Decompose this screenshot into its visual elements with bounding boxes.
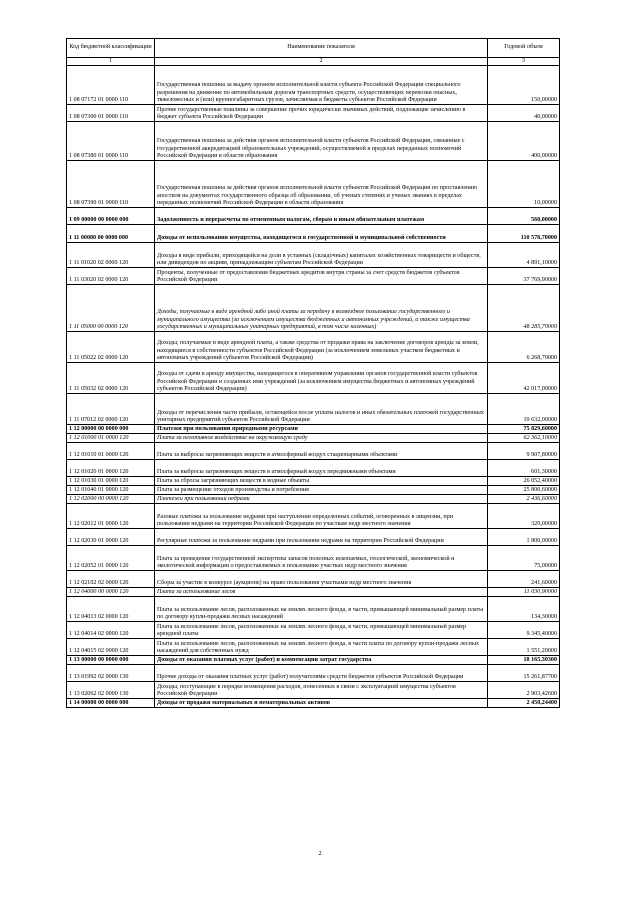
row-amount: 4 891,10000 [488, 243, 560, 268]
row-amount: 26 052,40000 [488, 477, 560, 486]
table-row [67, 477, 560, 486]
table-row [67, 225, 560, 243]
row-amount: 560,00000 [488, 208, 560, 225]
row-code: 1 12 01010 01 0000 120 [67, 443, 155, 460]
row-name: Плата за выбросы загрязняющих веществ в атмосферный воздух передвижными объектами [155, 460, 488, 477]
row-code: 1 12 04000 00 0000 120 [67, 588, 155, 597]
table-row [67, 66, 560, 105]
row-amount: 400,00000 [488, 122, 560, 161]
row-amount: 6 268,70000 [488, 332, 560, 363]
table-row [67, 622, 560, 639]
row-code: 1 11 05032 02 0000 120 [67, 363, 155, 394]
table-row [67, 699, 560, 708]
table-row [67, 243, 560, 268]
row-name: Плата за сбросы загрязняющих веществ в водные объекты [155, 477, 488, 486]
header-row [67, 39, 560, 58]
row-name: Государственная пошлина за выдачу органом исполнительной власти субъекта Российской Федерации специального разрешения на движение по автомобильным дорогам транспортных средств, осуществляющих перевозки опасных, тяжеловесных и (или) крупногабаритных грузов, зачисляемая в бюджеты субъектов Российской Федерации [155, 66, 488, 105]
row-name: Государственная пошлина за действия органов исполнительной власти субъектов Российской Федерации, связанные с государственной аккредитацией образовательных учреждений, осуществляемой в пределах переданных полномочий Российской Федерации в области образования [155, 122, 488, 161]
table-row [67, 546, 560, 571]
header-number-2: 2 [155, 58, 488, 66]
row-name: Разовые платежи за пользование недрами при наступлении определенных событий, оговоренных в лицензии, при пользовании недрами на территории Российской Федерации по участкам недр местного значения [155, 504, 488, 529]
row-amount: 601,30000 [488, 460, 560, 477]
row-name: Прочие государственные пошлины за совершение прочих юридически значимых действий, подлежащие зачислению в бюджет субъекта Российской Федерации [155, 105, 488, 122]
table-header [67, 39, 560, 66]
row-code: 1 08 07300 01 0000 110 [67, 105, 155, 122]
row-code: 1 13 01992 02 0000 130 [67, 665, 155, 682]
table-row [67, 285, 560, 332]
row-name: Доходы от перечисления части прибыли, остающейся после уплаты налогов и иных обязательных платежей государственных унитарных предприятий субъектов Российской Федерации [155, 394, 488, 425]
table-row [67, 161, 560, 208]
row-code: 1 12 01000 01 0000 120 [67, 434, 155, 443]
row-amount: 19 632,00000 [488, 394, 560, 425]
row-code: 1 12 02052 01 0000 120 [67, 546, 155, 571]
row-code: 1 08 07380 01 0000 110 [67, 122, 155, 161]
row-amount: 9 345,40000 [488, 622, 560, 639]
row-code: 1 13 00000 00 0000 000 [67, 656, 155, 665]
table-row [67, 268, 560, 285]
page-number: 2 [318, 850, 322, 857]
row-code: 1 12 01040 01 0000 120 [67, 486, 155, 495]
row-code: 1 11 05022 02 0000 120 [67, 332, 155, 363]
row-code: 1 13 02062 02 0000 130 [67, 682, 155, 699]
header-number-row [67, 58, 560, 66]
header-number-3: 3 [488, 58, 560, 66]
row-code: 1 12 04013 02 0000 120 [67, 597, 155, 622]
table-row [67, 665, 560, 682]
row-amount: 75,00000 [488, 546, 560, 571]
table-row [67, 394, 560, 425]
table-row [67, 529, 560, 546]
row-name: Плата за негативное воздействие на окружающую среду [155, 434, 488, 443]
row-code: 1 12 02000 00 0000 120 [67, 495, 155, 504]
row-name: Доходы в виде прибыли, приходящейся на доли в уставных (складочных) капиталах хозяйственных товариществ и обществ, или дивидендов по акциям, принадлежащим субъектам Российской Федерации [155, 243, 488, 268]
row-name: Плата за использование лесов [155, 588, 488, 597]
row-name: Сборы за участие в конкурсе (аукционе) на право пользования участками недр местного значения [155, 571, 488, 588]
row-code: 1 12 02030 01 0000 120 [67, 529, 155, 546]
table-row [67, 639, 560, 656]
row-code: 1 08 07172 01 0000 110 [67, 66, 155, 105]
row-code: 1 12 02102 02 0000 120 [67, 571, 155, 588]
header-number-1: 1 [67, 58, 155, 66]
row-name: Платежи при пользовании недрами [155, 495, 488, 504]
budget-revenue-table [66, 38, 560, 708]
row-amount: 2 450,24400 [488, 699, 560, 708]
row-code: 1 11 00000 00 0000 000 [67, 225, 155, 243]
row-name: Платежи при пользовании природными ресурсами [155, 425, 488, 434]
header-code: Код бюджетной классификации [67, 39, 155, 58]
row-name: Доходы, поступающие в порядке возмещения расходов, понесенных в связи с эксплуатацией имущества субъектов Российской Федерации [155, 682, 488, 699]
table-row [67, 434, 560, 443]
row-amount: 2 436,60000 [488, 495, 560, 504]
table-row [67, 486, 560, 495]
row-amount: 40,00000 [488, 105, 560, 122]
table-row [67, 588, 560, 597]
table-row [67, 571, 560, 588]
row-name: Регулярные платежи за пользование недрами при пользовании недрами на территории Российской Федерации [155, 529, 488, 546]
table-row [67, 122, 560, 161]
row-name: Доходы от сдачи в аренду имущества, находящегося в оперативном управлении органов государственной власти субъектов Российской Федерации и созданных ими учреждений (за исключением имущества бюджетных и автономных учреждений субъектов Российской Федерации) [155, 363, 488, 394]
table-row [67, 656, 560, 665]
row-name: Доходы от использования имущества, находящегося в государственной и муниципальной собственности [155, 225, 488, 243]
row-amount: 62 362,10000 [488, 434, 560, 443]
row-code: 1 11 07012 02 0000 120 [67, 394, 155, 425]
row-amount: 110 578,70000 [488, 225, 560, 243]
row-amount: 10,00000 [488, 161, 560, 208]
row-name: Доходы, получаемые в виде арендной платы, а также средства от продажи права на заключение договоров аренды за земли, находящиеся в собственности субъектов Российской Федерации (за исключением земельных участков бюджетных и автономных учреждений субъектов Российской Федерации) [155, 332, 488, 363]
row-code: 1 12 02012 01 0000 120 [67, 504, 155, 529]
row-amount: 11 030,90000 [488, 588, 560, 597]
row-amount: 150,00000 [488, 66, 560, 105]
table-row [67, 597, 560, 622]
row-name: Плата за использование лесов, расположенных на землях лесного фонда, в части платы по договору купли-продажи лесных насаждений для собственных нужд [155, 639, 488, 656]
row-name: Плата за использование лесов, расположенных на землях лесного фонда, в части, превышающей минимальный размер платы по договору купли-продажи лесных насаждений [155, 597, 488, 622]
table-row [67, 504, 560, 529]
table-row [67, 332, 560, 363]
row-code: 1 11 01020 02 0000 120 [67, 243, 155, 268]
row-code: 1 08 07390 01 0000 110 [67, 161, 155, 208]
row-name: Плата за использование лесов, расположенных на землях лесного фонда, в части, превышающей минимальный размер арендной платы [155, 622, 488, 639]
table-body [67, 66, 560, 708]
row-amount: 241,60000 [488, 571, 560, 588]
row-name: Плата за проведение государственной экспертизы запасов полезных ископаемых, геологической, экономической и экологической информации о предоставляемых в пользование участках недр местного значения [155, 546, 488, 571]
table-row [67, 443, 560, 460]
budget-table-container [66, 38, 559, 708]
header-name: Наименование показателя [155, 39, 488, 58]
row-amount: 42 017,00000 [488, 363, 560, 394]
row-amount: 75 829,60000 [488, 425, 560, 434]
header-amount: Годовой объем [488, 39, 560, 58]
row-name: Проценты, полученные от предоставления бюджетных кредитов внутри страны за счет средств бюджетов субъектов Российской Федерации [155, 268, 488, 285]
row-code: 1 12 00000 00 0000 000 [67, 425, 155, 434]
row-name: Доходы от продажи материальных и нематериальных активов [155, 699, 488, 708]
table-row [67, 495, 560, 504]
row-code: 1 12 04015 02 0000 120 [67, 639, 155, 656]
row-code: 1 11 03020 02 0000 120 [67, 268, 155, 285]
row-amount: 15 261,87700 [488, 665, 560, 682]
row-amount: 2 903,42600 [488, 682, 560, 699]
table-row [67, 682, 560, 699]
table-row [67, 105, 560, 122]
row-amount: 1 551,20000 [488, 639, 560, 656]
row-name: Плата за выбросы загрязняющих веществ в атмосферный воздух стационарными объектами [155, 443, 488, 460]
row-amount: 18 165,30300 [488, 656, 560, 665]
row-name: Прочие доходы от оказания платных услуг (работ) получателями средств бюджетов субъектов Российской Федерации [155, 665, 488, 682]
row-amount: 9 907,80000 [488, 443, 560, 460]
row-name: Плата за размещение отходов производства и потребления [155, 486, 488, 495]
row-name: Государственная пошлина за действия органов исполнительной власти субъектов Российской Федерации по проставлению апостиля на документах государственного образца об образовании, об ученых степенях и ученых званиях в пределах переданных полномочий Российской Федерации в области образования [155, 161, 488, 208]
row-amount: 48 285,70000 [488, 285, 560, 332]
row-amount: 1 800,00000 [488, 529, 560, 546]
row-code: 1 11 05000 00 0000 120 [67, 285, 155, 332]
row-amount: 134,30000 [488, 597, 560, 622]
row-name: Доходы, получаемые в виде арендной либо иной платы за передачу в возмездное пользование государственного и муниципального имущества (за исключением имущества бюджетных и автономных учреждений, а также имущества государственных и муниципальных унитарных предприятий, в том числе казенных) [155, 285, 488, 332]
table-row [67, 460, 560, 477]
row-code: 1 12 01030 01 0000 120 [67, 477, 155, 486]
row-code: 1 12 04014 02 0000 120 [67, 622, 155, 639]
table-row [67, 363, 560, 394]
row-amount: 25 800,60000 [488, 486, 560, 495]
row-code: 1 14 00000 00 0000 000 [67, 699, 155, 708]
table-row [67, 425, 560, 434]
row-code: 1 12 01020 01 0000 120 [67, 460, 155, 477]
row-name: Задолженность и перерасчеты по отмененным налогам, сборам и иным обязательным платежам [155, 208, 488, 225]
table-row [67, 208, 560, 225]
row-amount: 320,00000 [488, 504, 560, 529]
row-code: 1 09 00000 00 0000 000 [67, 208, 155, 225]
row-amount: 37 769,90000 [488, 268, 560, 285]
row-name: Доходы от оказания платных услуг (работ) и компенсации затрат государства [155, 656, 488, 665]
